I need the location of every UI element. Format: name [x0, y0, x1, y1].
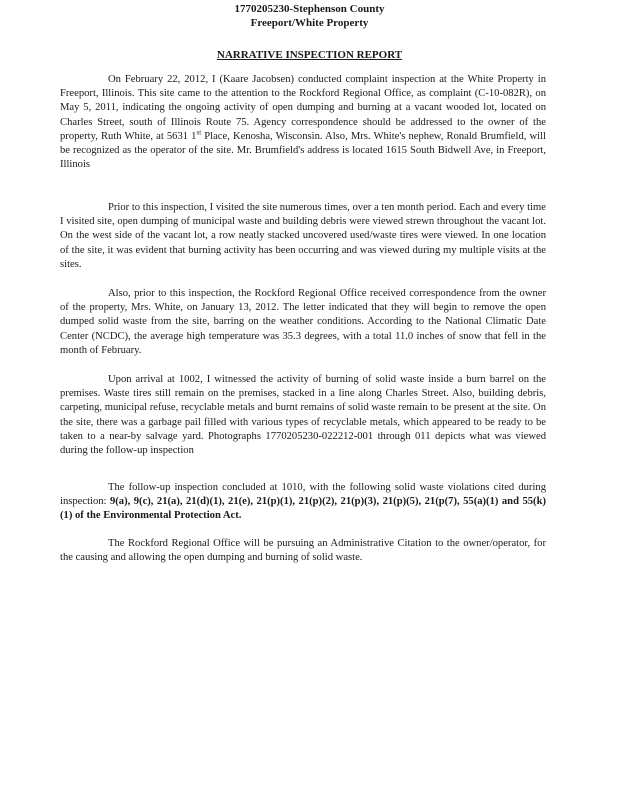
paragraph-violations [60, 481, 546, 524]
ordinal-superscript: st [196, 128, 202, 137]
header-property: Freeport/White Property [250, 17, 369, 29]
report-title: NARRATIVE INSPECTION REPORT [216, 49, 403, 61]
paragraph-arrival: Upon arrival at 1002, I witnessed the activity of burning of solid waste inside a burn barrel on the premises. Waste tires still remain on the premises, stacked in a line along Charles Street. Also, building debris, carpeting, municipal refuse, recyclable metals and burnt remains of solid waste remain to be present at the site. On the site, there was a garbage pail filled with various types of recyclable metals, which appeared to be ready to be taken to a near-by salvage yard. Photographs 1770205230-022212-001 through 011 depicts what was viewed during the follow-up inspection [60, 374, 546, 457]
paragraph-introduction-part2: Place, Kenosha, Wisconsin. Also, Mrs. White's nephew, Ronald Brumfield, will be recognized as the operator of the site. Mr. Brumfield's address is located 1615 South Bidwell Ave, in Freeport, Illinois [60, 130, 546, 171]
violations-intro: The follow-up inspection concluded at 1010, with the following solid waste violations cited during inspection: [60, 482, 546, 508]
violations-list: 9(a), 9(c), 21(a), 21(d)(1), 21(e), 21(p)(1), 21(p)(2), 21(p)(3), 21(p)(5), 21(p(7), 55(a)(1) and 55(k)(1) of the Environmental Protection Act. [60, 496, 546, 522]
paragraph-conclusion: The Rockford Regional Office will be pursuing an Administrative Citation to the owner/operator, for the causing and allowing the open dumping and burning of solid waste. [60, 538, 546, 564]
header-case-number: 1770205230-Stephenson County [234, 3, 385, 15]
paragraph-introduction-part1: On February 22, 2012, I (Kaare Jacobsen) conducted complaint inspection at the White Property in Freeport, Illinois. This site came to the attention to the Rockford Regional Office, as complaint (C-10-082R), on May 5, 2011, indicating the ongoing activity of open dumping and burning at a vacant wooded lot, located on Charles Street, south of Illinois Route 75. Agency correspondence should be addressed to the owner of the property, Ruth White, at 5631 1 [60, 74, 546, 142]
paragraph-prior-visits: Prior to this inspection, I visited the site numerous times, over a ten month period. Each and every time I visited site, open dumping of municipal waste and building debris were viewed strewn throughout the vacant lot. On the west side of the vacant lot, a row neatly stacked uncovered used/waste tires were viewed. In one location of the site, it was evident that burning activity has been occurring and was viewed during my multiple visits at the sites. [60, 202, 546, 270]
paragraph-correspondence: Also, prior to this inspection, the Rockford Regional Office received correspondence from the owner of the property, Mrs. White, on January 13, 2012. The letter indicated that they will begin to remove the open dumped solid waste from the site, barring on the weather conditions. According to the National Climatic Date Center (NCDC), the average high temperature was 35.3 degrees, with a total 11.0 inches of snow that fell in the month of February. [60, 288, 546, 356]
paragraph-introduction [60, 73, 546, 172]
